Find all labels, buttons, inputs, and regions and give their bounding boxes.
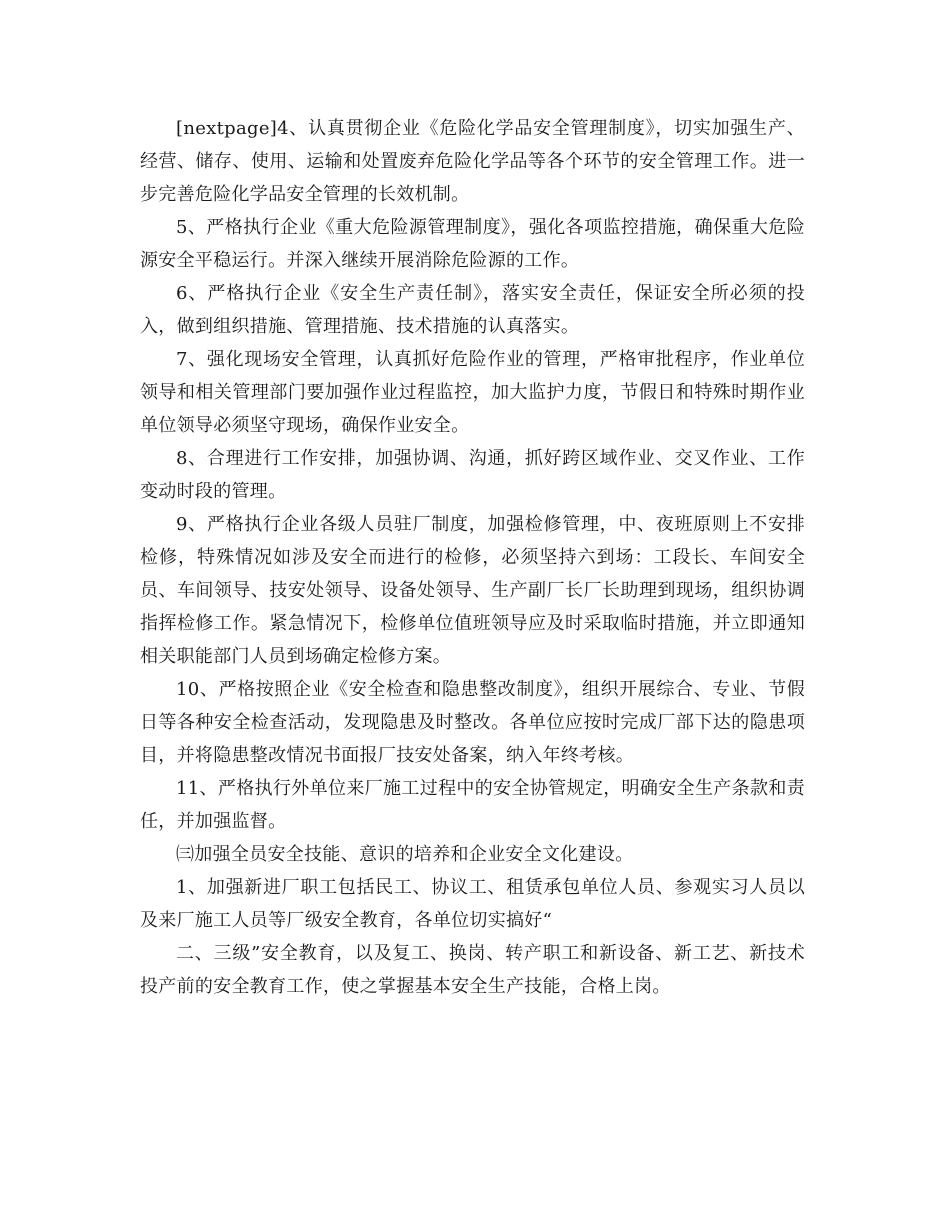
paragraph-item-7: 7、强化现场安全管理，认真抓好危险作业的管理，严格审批程序，作业单位领导和相关管理部门要加强作业过程监控，加大监护力度，节假日和特殊时期作业单位领导必须坚守现场，确保作业安全。 — [140, 349, 805, 436]
paragraph-item-4: [nextpage]4、认真贯彻企业《危险化学品安全管理制度》，切实加强生产、经营、储存、使用、运输和处置废弃危险化学品等各个环节的安全管理工作。进一步完善危险化学品安全管理的长效机制。 — [140, 118, 805, 205]
section-heading-3: ㈢加强全员安全技能、意识的培养和企业安全文化建设。 — [176, 844, 634, 865]
paragraph-item-10: 10、严格按照企业《安全检查和隐患整改制度》，组织开展综合、专业、节假日等各种安全检查活动，发现隐患及时整改。各单位应按时完成厂部下达的隐患项目，并将隐患整改情况书面报厂技安处备案，纳入年终考核。 — [140, 679, 805, 766]
paragraph-continuation: 二、三级”安全教育，以及复工、换岗、转产职工和新设备、新工艺、新技术投产前的安全教育工作，使之掌握基本安全生产技能，合格上岗。 — [140, 943, 805, 997]
paragraph-item-11: 11、严格执行外单位来厂施工过程中的安全协管规定，明确安全生产条款和责任，并加强监督。 — [140, 778, 805, 832]
paragraph-item-8: 8、合理进行工作安排，加强协调、沟通，抓好跨区域作业、交叉作业、工作变动时段的管理。 — [140, 448, 805, 502]
paragraph-item-5: 5、严格执行企业《重大危险源管理制度》，强化各项监控措施，确保重大危险源安全平稳运行。并深入继续开展消除危险源的工作。 — [140, 217, 805, 271]
paragraph-item-1: 1、加强新进厂职工包括民工、协议工、租赁承包单位人员、参观实习人员以及来厂施工人员等厂级安全教育，各单位切实搞好“ — [140, 877, 805, 931]
document-body — [140, 112, 805, 1003]
paragraph-item-9: 9、严格执行企业各级人员驻厂制度，加强检修管理，中、夜班原则上不安排检修，特殊情况如涉及安全而进行的检修，必须坚持六到场：工段长、车间安全员、车间领导、技安处领导、设备处领导、生产副厂长厂长助理到现场，组织协调指挥检修工作。紧急情况下，检修单位值班领导应及时采取临时措施，并立即通知相关职能部门人员到场确定检修方案。 — [140, 514, 805, 667]
paragraph-item-6: 6、严格执行企业《安全生产责任制》，落实安全责任，保证安全所必须的投入，做到组织措施、管理措施、技术措施的认真落实。 — [140, 283, 805, 337]
